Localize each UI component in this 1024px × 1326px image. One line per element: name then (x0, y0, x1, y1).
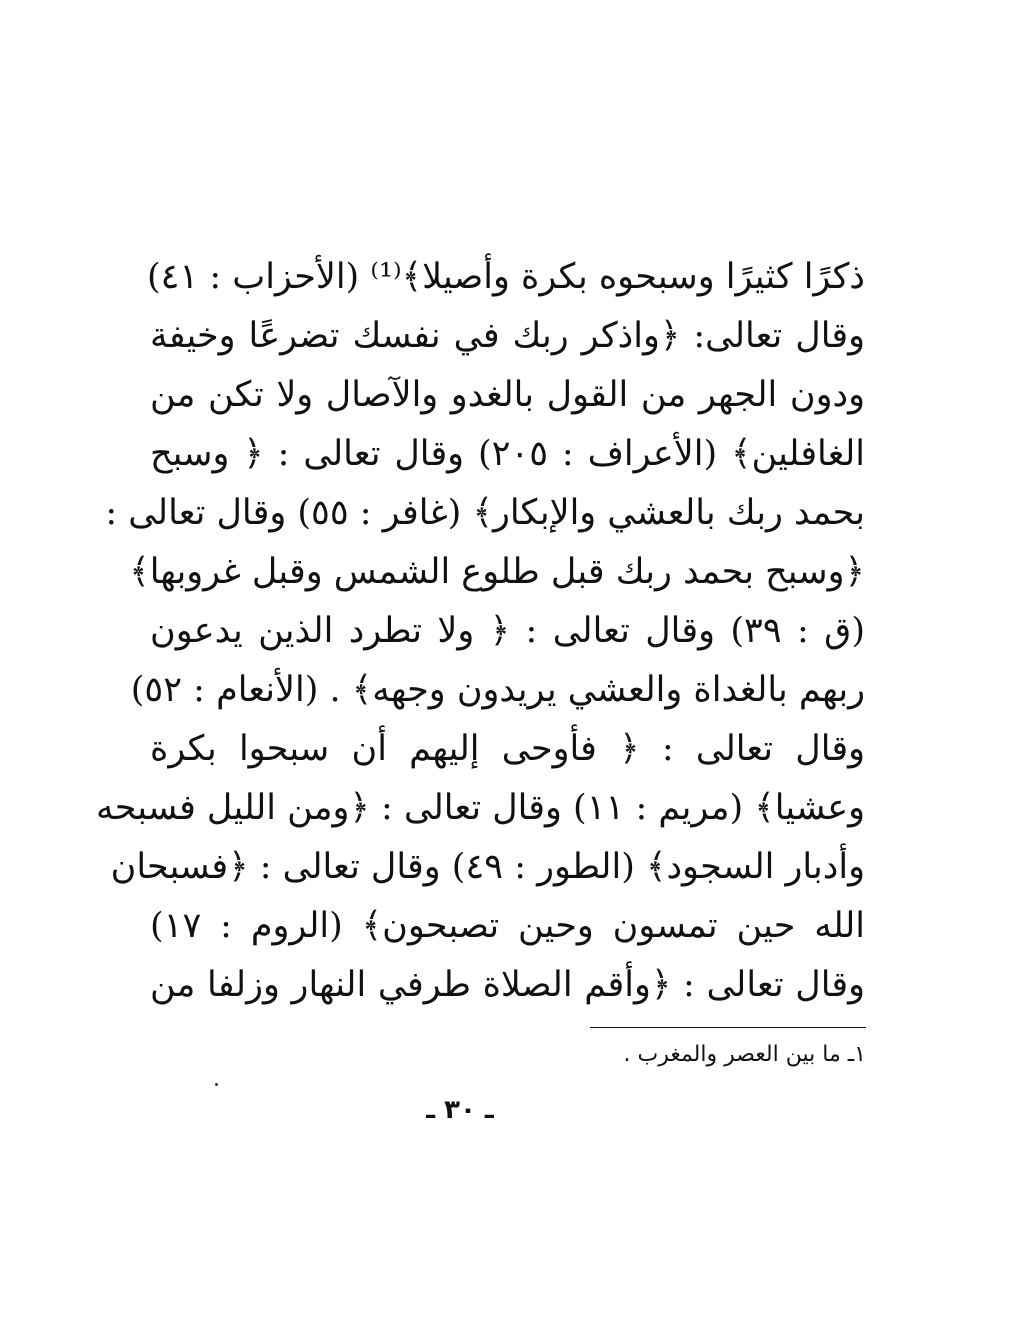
text-line-1: ذكرًا كثيرًا وسبحوه بكرة وأصيلا﴾⁽¹⁾ (الأحزاب : ٤١) (146, 257, 865, 297)
text-line-11: وأدبار السجود﴾ (الطور : ٤٩) وقال تعالى : ﴿فسبحان (110, 847, 865, 887)
text-line-2: وقال تعالى: ﴿واذكر ربك في نفسك تضرعًا وخيفة (150, 316, 865, 356)
text-line-12: الله حين تمسون وحين تصبحون﴾ (الروم : ١٧) (150, 906, 865, 946)
main-text-block (95, 248, 865, 1015)
text-line-3: ودون الجهر من القول بالغدو والآصال ولا تكن من (150, 375, 865, 415)
footnote: ١ـ ما بين العصر والمغرب . (623, 1042, 866, 1067)
text-line-9: وقال تعالى : ﴿ فأوحى إليهم أن سبحوا بكرة (150, 729, 865, 769)
text-line-4: الغافلين﴾ (الأعراف : ٢٠٥) وقال تعالى : ﴿ وسبح (150, 434, 865, 474)
text-line-13: وقال تعالى : ﴿وأقم الصلاة طرفي النهار وزلفا من (150, 965, 865, 1005)
text-line-7: (ق : ٣٩) وقال تعالى : ﴿ ولا تطرد الذين يدعون (150, 611, 865, 651)
text-line-8: ربهم بالغداة والعشي يريدون وجهه﴾ . (الأنعام : ٥٢) (130, 670, 865, 710)
scan-speck (215, 1083, 218, 1086)
text-line-5: بحمد ربك بالعشي والإبكار﴾ (غافر : ٥٥) وقال تعالى : (105, 493, 865, 533)
footnote-divider (590, 1027, 866, 1028)
text-line-6: ﴿وسبح بحمد ربك قبل طلوع الشمس وقبل غروبها﴾ (129, 552, 865, 592)
text-line-10: وعشيا﴾ (مريم : ١١) وقال تعالى : ﴿ومن الليل فسبحه (95, 788, 865, 828)
page-number: ـ ٣٠ ـ (426, 1095, 494, 1125)
